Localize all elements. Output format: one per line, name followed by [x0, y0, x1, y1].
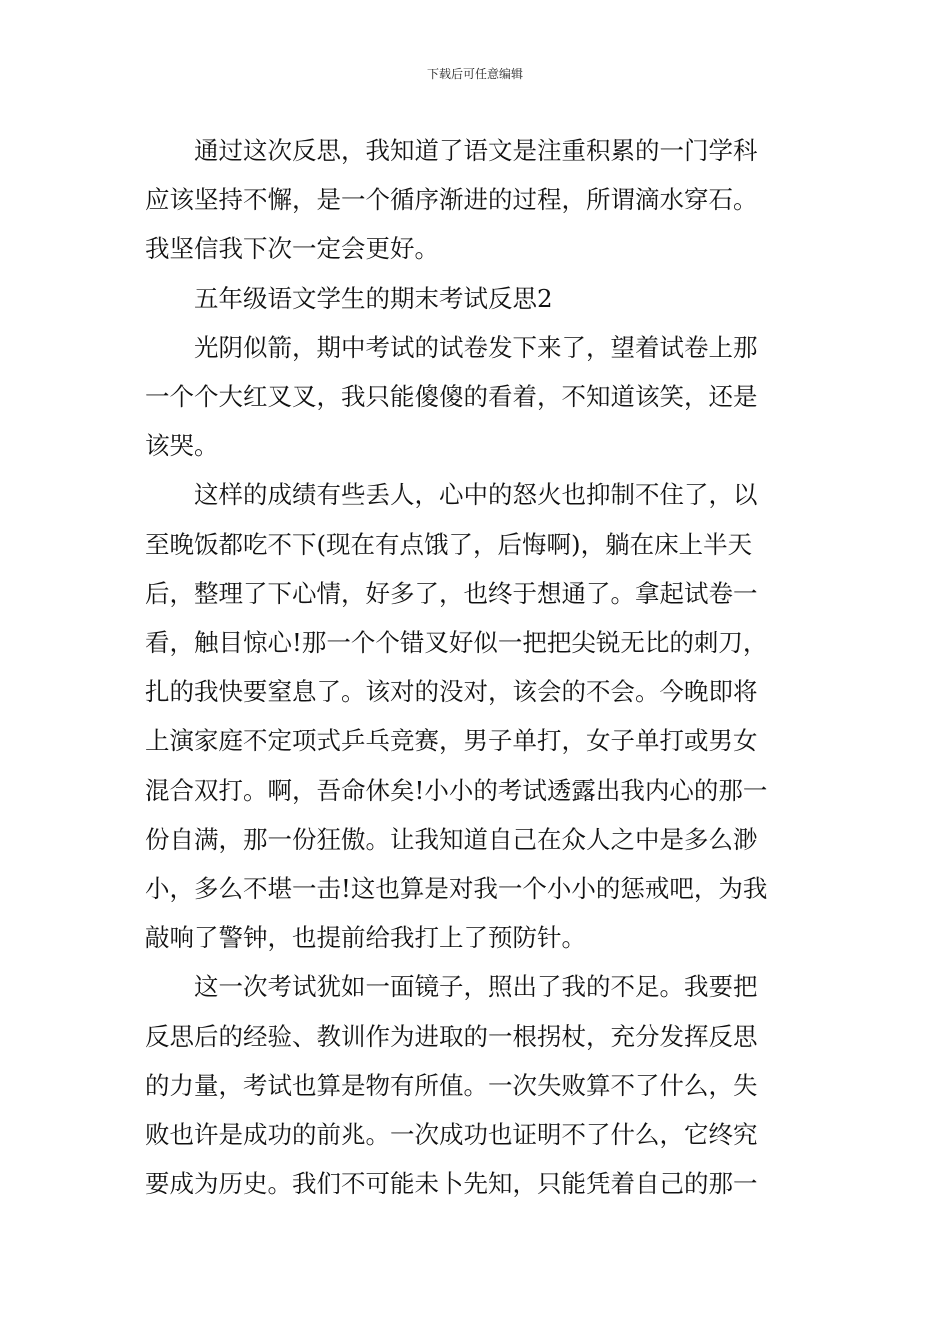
text-line: 上演家庭不定项式乒乓竞赛，男子单打，女子单打或男女: [145, 726, 758, 756]
paragraph-feelings: [145, 470, 809, 962]
paragraph-exam-returned: [145, 323, 809, 471]
text-line: 这一次考试犹如一面镜子，照出了我的不足。我要把: [194, 972, 758, 1002]
text-line: 光阴似箭，期中考试的试卷发下来了，望着试卷上那: [194, 332, 758, 362]
text-line: 应该坚持不懈，是一个循序渐进的过程，所谓滴水穿石。: [145, 185, 758, 215]
text-line: 要成为历史。我们不可能未卜先知，只能凭着自己的那一: [145, 1169, 758, 1199]
text-line: 的力量，考试也算是物有所值。一次失败算不了什么，失: [145, 1070, 758, 1100]
text-line: 混合双打。啊，吾命休矣!小小的考试透露出我内心的那一: [145, 775, 768, 805]
text-line: 后，整理了下心情，好多了，也终于想通了。拿起试卷一: [145, 578, 758, 608]
text-line: 看，触目惊心!那一个个错叉好似一把把尖锐无比的刺刀，: [145, 628, 768, 658]
text-line: 小，多么不堪一击!这也算是对我一个小小的惩戒吧，为我: [145, 874, 768, 904]
text-line: 敲响了警钟，也提前给我打上了预防针。: [145, 923, 586, 953]
section-heading: 五年级语文学生的期末考试反思2: [194, 283, 553, 313]
paragraph-mirror: [145, 962, 809, 1208]
paragraph-reflection-conclusion: [145, 126, 809, 274]
document-body: [145, 126, 809, 1208]
text-line: 这样的成绩有些丢人，心中的怒火也抑制不住了，以: [194, 480, 758, 510]
text-line: 反思后的经验、教训作为进取的一根拐杖，充分发挥反思: [145, 1021, 758, 1051]
text-line: 扎的我快要窒息了。该对的没对，该会的不会。今晚即将: [145, 677, 758, 707]
text-line: 通过这次反思，我知道了语文是注重积累的一门学科: [194, 136, 758, 165]
text-line: 败也许是成功的前兆。一次成功也证明不了什么，它终究: [145, 1120, 758, 1150]
text-line: 该哭。: [145, 431, 219, 461]
text-line: 一个个大红叉叉，我只能傻傻的看着，不知道该笑，还是: [145, 382, 758, 412]
page-header: 下载后可任意编辑: [426, 67, 523, 81]
text-line: 份自满，那一份狂傲。让我知道自己在众人之中是多么渺: [145, 824, 758, 854]
text-line: 我坚信我下次一定会更好。: [145, 234, 439, 264]
text-line: 至晚饭都吃不下(现在有点饿了，后悔啊)，躺在床上半天: [145, 529, 753, 559]
